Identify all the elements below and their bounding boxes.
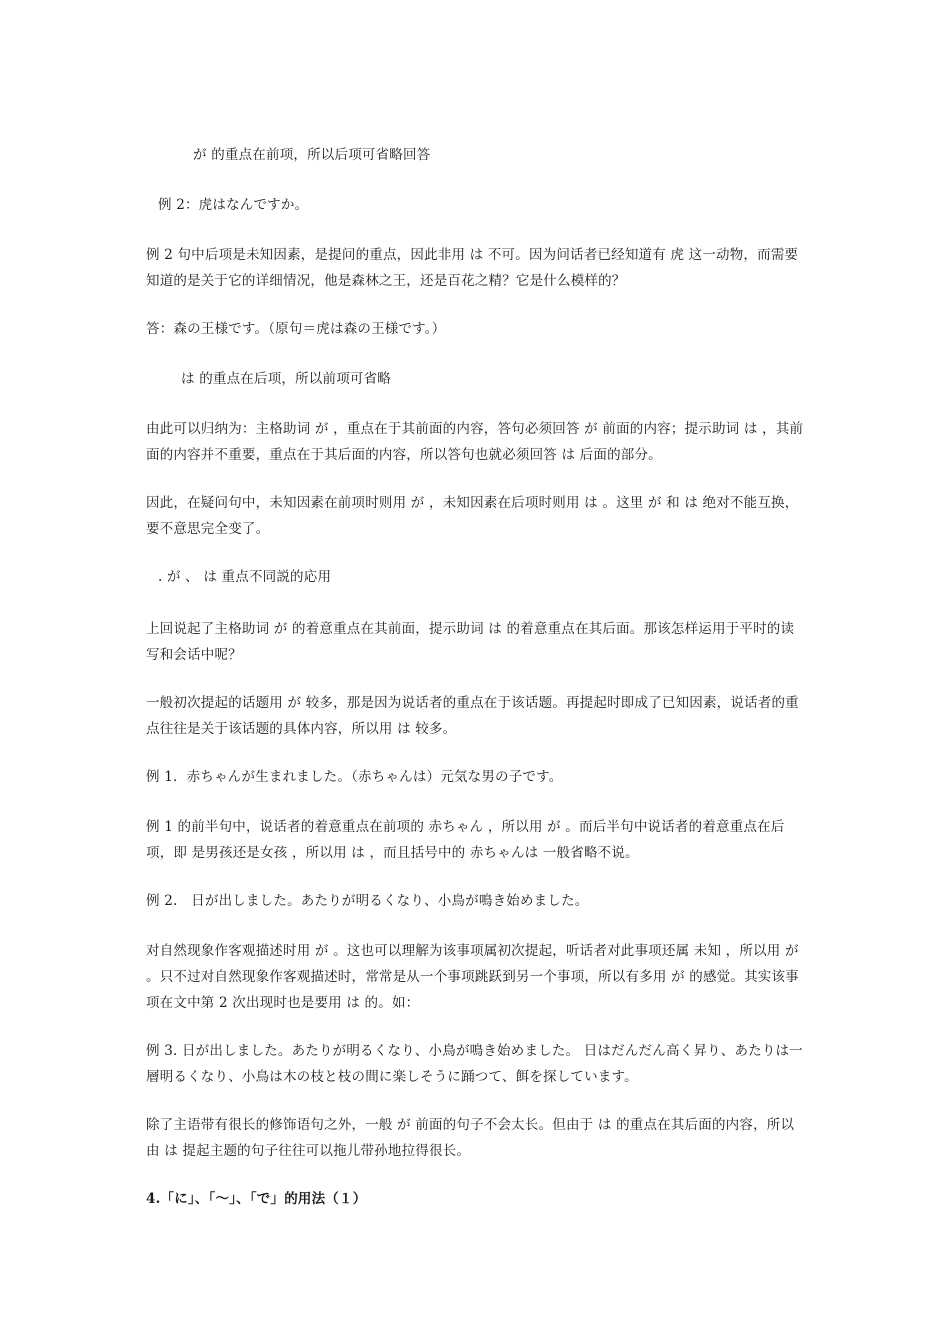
paragraph-2: 例 2：虎はなんですか。 (158, 197, 309, 213)
paragraph-4: 答：森の王様です。（原句＝虎は森の王様です。） (146, 321, 446, 337)
paragraph-9: 一般初次提起的话题用 が 较多，那是因为说话者的重点在于该话题。再提起时即成了已知因素，说话者的重点往往是关于该话题的具体内容，所以用 は 较多。 (146, 695, 799, 737)
paragraph-3: 例 2 句中后项是未知因素，是提问的重点，因此非用 は 不可。因为问话者已经知道有 虎 这一动物，而需要知道的是关于它的详细情况，他是森林之王，还是百花之精？它是什么模样的？ (146, 247, 799, 289)
paragraph-11: 对自然现象作客观描述时用 が 。这也可以理解为该事项属初次提起，听话者对此事项还属 未知 ，所以用 が 。只不过对自然现象作客观描述时，常常是从一个事项跳跃到另一个事项，所以有多用 が 的感觉。其实该事项在文中第 2 次出现时也是要用 は 的。如： (146, 943, 804, 1011)
paragraph-7: 因此，在疑问句中，未知因素在前项时则用 が ，未知因素在后项时则用 は 。这里 が 和 は 绝对不能互换，要不意思完全变了。 (146, 495, 799, 537)
example-2: 例 2. 日が出しました。あたりが明るくなり、小鳥が鳴き始めました。 (146, 893, 589, 909)
paragraph-8: 上回说起了主格助词 が 的着意重点在其前面，提示助词 は 的着意重点在其后面。那该怎样运用于平时的读写和会话中呢？ (146, 621, 795, 663)
paragraph-1: が 的重点在前项，所以后项可省略回答 (193, 147, 431, 163)
example-3: 例 3. 日が出しました。あたりが明るくなり、小鳥が鳴き始めました。 日はだんだん高く昇り、あたりは一層明るくなり、小鳥は木の枝と枝の間に楽しそうに踊つて、餌を探しています。 (146, 1043, 803, 1085)
paragraph-12: 除了主语带有很长的修饰语句之外，一般 が 前面的句子不会太长。但由于 は 的重点在其后面的内容，所以由 は 提起主题的句子往往可以拖儿带孙地拉得很长。 (146, 1117, 795, 1159)
paragraph-10: 例 1 的前半句中，说话者的着意重点在前项的 赤ちゃん ，所以用 が 。而后半句中说话者的着意重点在后项，即 是男孩还是女孩 ，所以用 は ，而且括号中的 赤ちゃんは 一般省略不说。 (146, 819, 785, 861)
paragraph-6: 由此可以归纳为：主格助词 が ，重点在于其前面的内容，答句必须回答 が 前面的内容；提示助词 は ，其前面的内容并不重要，重点在于其后面的内容，所以答句也就必须回答 は 后面的部分。 (146, 421, 804, 463)
section-heading: . が 、 は 重点不同説的応用 (158, 569, 332, 585)
example-1: 例 1．赤ちゃんが生まれました。（赤ちゃんは）元気な男の子です。 (146, 769, 563, 785)
paragraph-5: は 的重点在后项，所以前项可省略 (181, 371, 391, 387)
section-heading-4: 4.「に」、「～」、「で」的用法（１） (146, 1191, 367, 1207)
